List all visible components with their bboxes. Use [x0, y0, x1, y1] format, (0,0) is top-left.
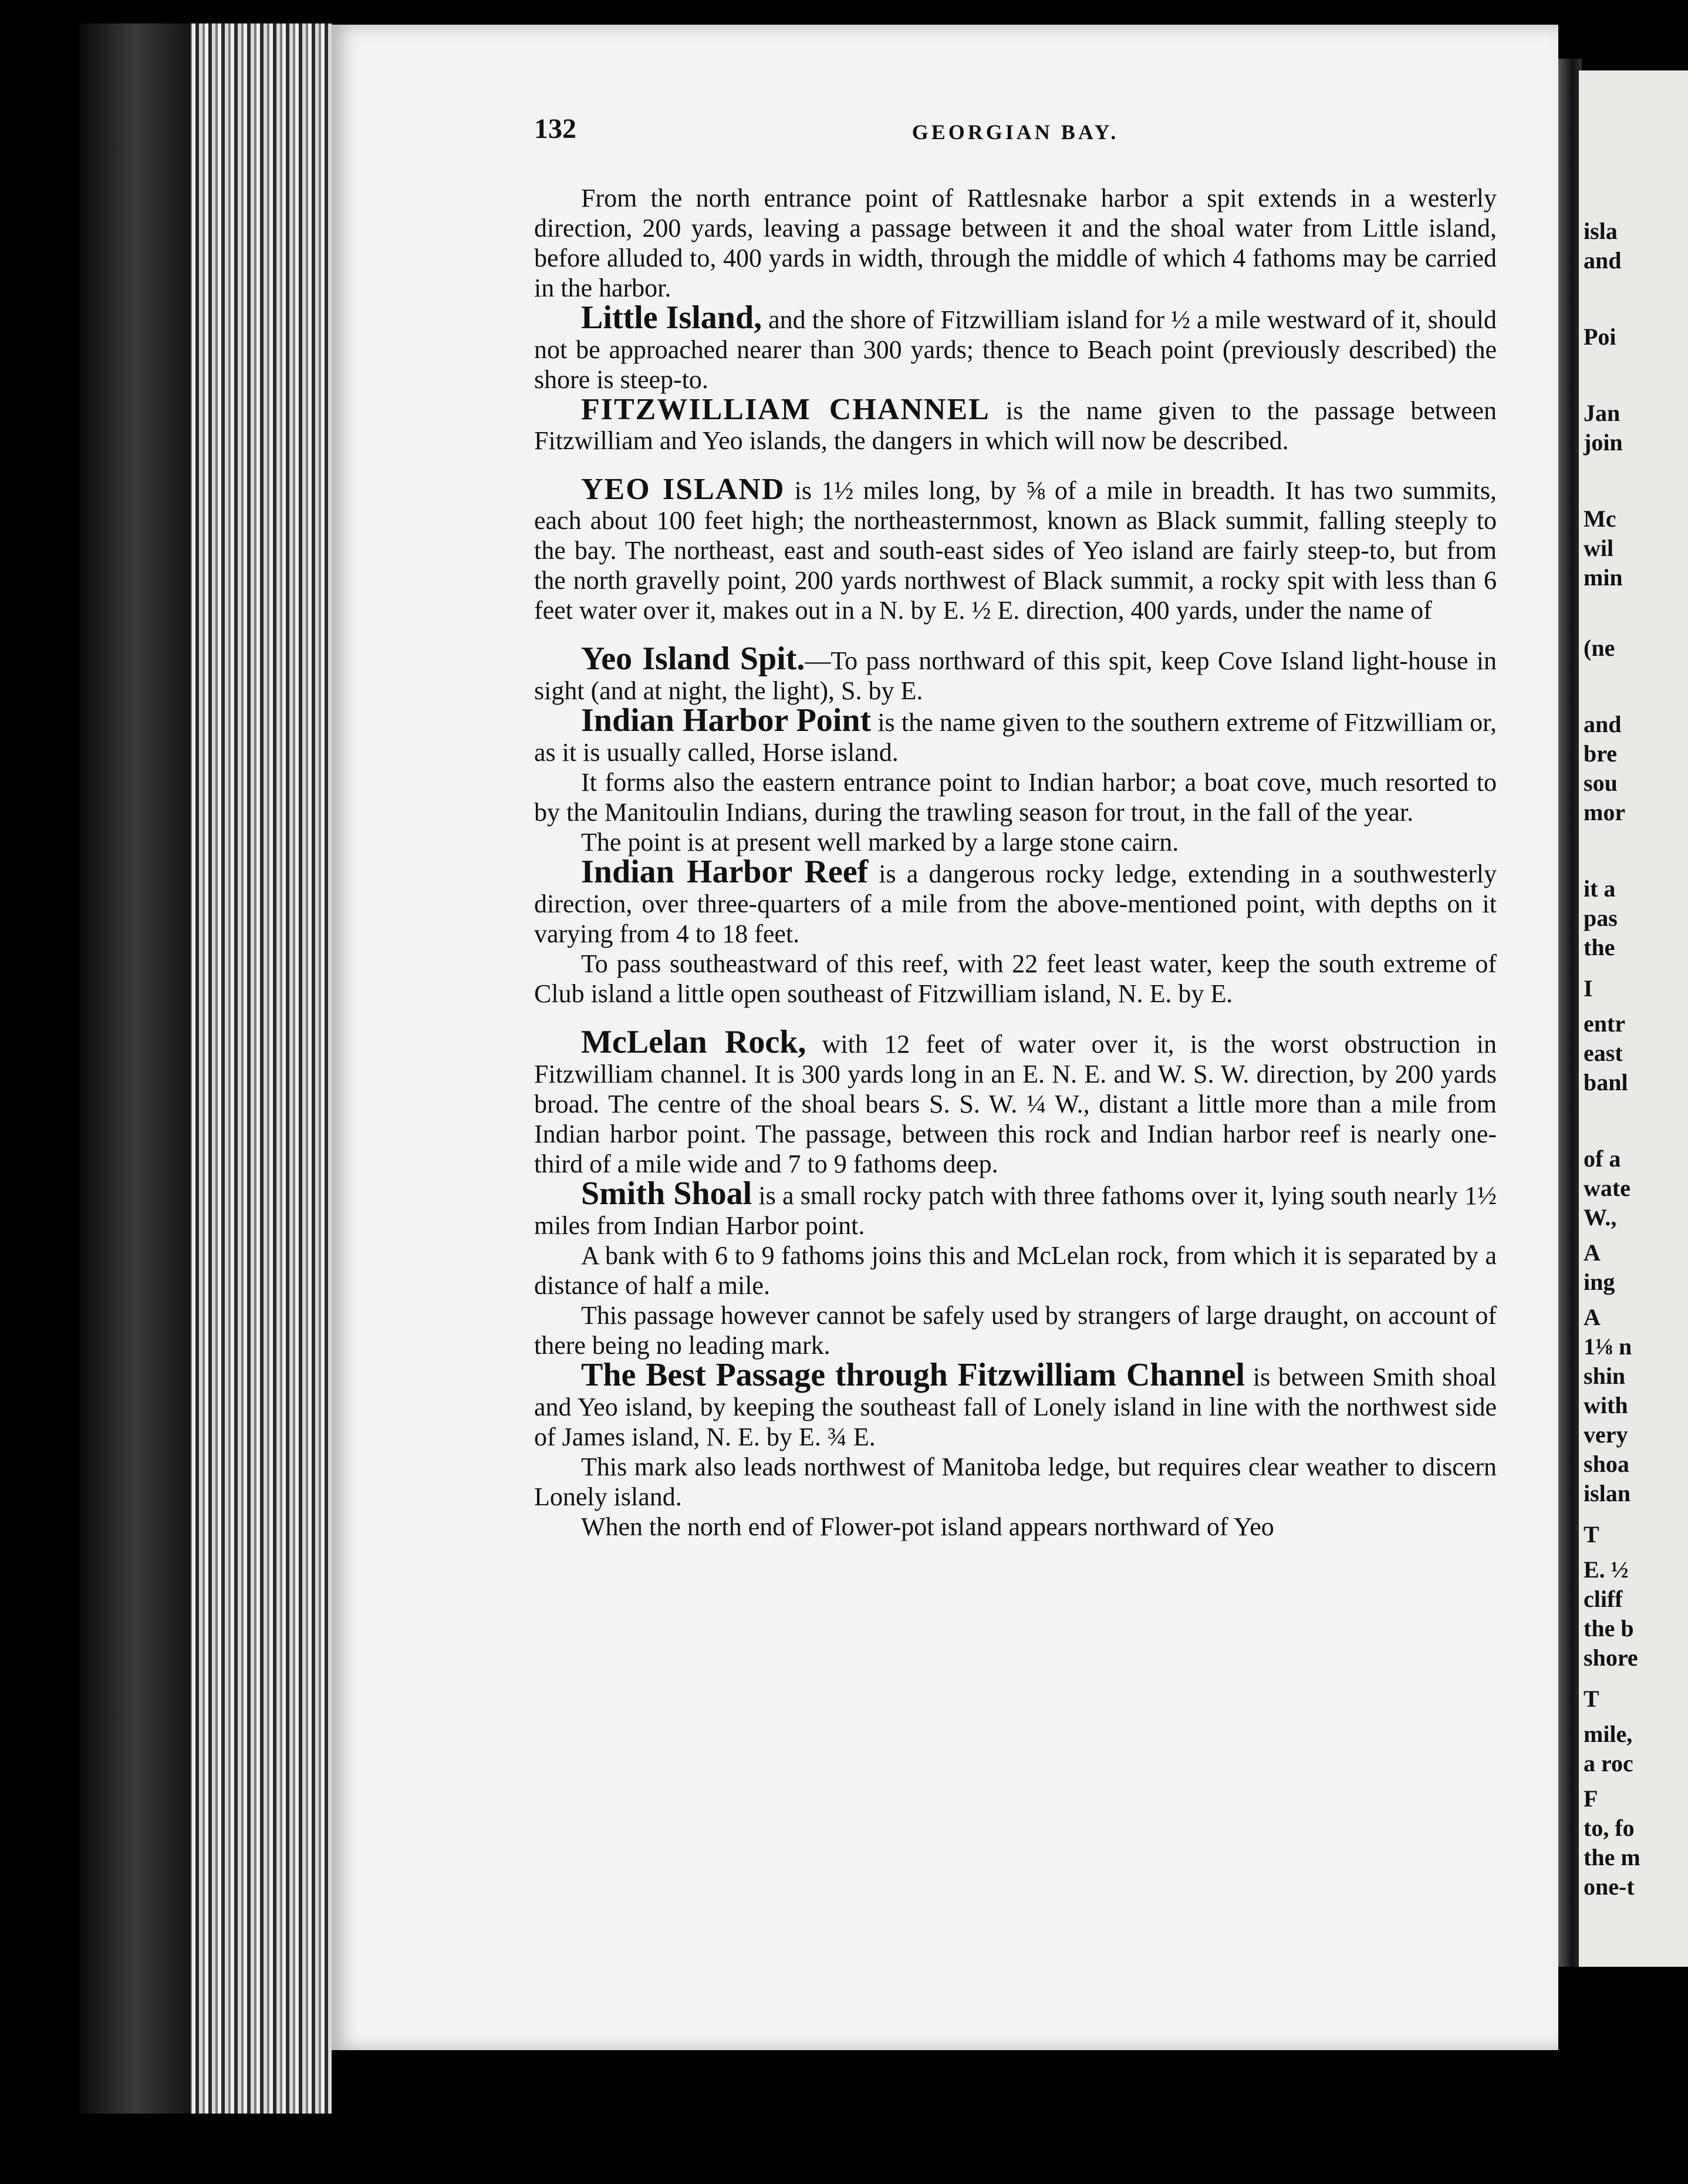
facing-fragment: and — [1584, 711, 1622, 737]
paragraph-text: This passage however cannot be safely used by strangers of large draught, on account of there being no leading mark. — [534, 1301, 1497, 1360]
facing-fragment: 1⅛ n — [1584, 1333, 1632, 1360]
paragraph — [534, 395, 1497, 456]
facing-fragment: F — [1584, 1785, 1598, 1812]
section-heading: Little Island, — [581, 299, 762, 336]
paragraph-text: is the name given to the passage between Fitzwilliam and Yeo islands, the dangers in which will now be described. — [534, 396, 1497, 455]
section-heading: FITZWILLIAM CHANNEL — [581, 393, 990, 426]
page-header — [534, 113, 1497, 177]
page-number: 132 — [534, 113, 576, 144]
facing-fragment: with — [1584, 1392, 1628, 1418]
facing-fragment: one-t — [1584, 1873, 1635, 1900]
facing-fragment: the m — [1584, 1844, 1640, 1870]
paragraph — [534, 767, 1497, 827]
facing-fragment: banl — [1584, 1069, 1628, 1096]
facing-fragment: min — [1584, 564, 1623, 591]
facing-fragment: A — [1584, 1304, 1601, 1330]
facing-fragment: east — [1584, 1040, 1623, 1066]
paragraph-text: To pass southeastward of this reef, with 22 feet least water, keep the south extreme of Club island a little open southeast of Fitzwilliam island, N. E. by E. — [534, 949, 1497, 1008]
paragraph — [534, 1357, 1497, 1452]
facing-fragment: Mc — [1584, 505, 1616, 532]
paragraph-text: with 12 feet of water over it, is the worst obstruction in Fitzwilliam channel. It is 300 yards long in an E. N. E. and W. S. W. direction, by 200 yards broad. The centre of the shoal bears S. S. W. ¼ W., distant a little more than a mile from Indian harbor point. The passage, between this rock and Indian harbor reef is nearly one-third of a mile wide and 7 to 9 fathoms deep. — [534, 1030, 1497, 1178]
facing-fragment: I — [1584, 975, 1593, 1002]
facing-fragment: wate — [1584, 1175, 1630, 1201]
section-heading: The Best Passage through Fitzwilliam Channel — [581, 1357, 1245, 1393]
paragraph-text: and the shore of Fitzwilliam island for ½ a mile westward of it, should not be approached nearer than 300 yards; thence to Beach point (previously described) the shore is steep-to. — [534, 305, 1497, 394]
facing-fragment: of a — [1584, 1145, 1621, 1172]
paragraph-text: A bank with 6 to 9 fathoms joins this and McLelan rock, from which it is separated by a distance of half a mile. — [534, 1241, 1497, 1300]
facing-fragment: shoa — [1584, 1451, 1629, 1477]
paragraph-text: The point is at present well marked by a large stone cairn. — [581, 828, 1179, 857]
paragraph — [534, 1175, 1497, 1241]
facing-fragment: mile, — [1584, 1721, 1633, 1747]
facing-fragment: T — [1584, 1686, 1599, 1712]
paragraph-text: is a dangerous rocky ledge, extending in a southwesterly direction, over three-quarters of a mile from the above-mentioned point, with depths on it varying from 4 to 18 feet. — [534, 860, 1497, 948]
facing-fragment: the b — [1584, 1615, 1634, 1642]
paragraph-text: —To pass northward of this spit, keep Cove Island light-house in sight (and at night, the light), S. by E. — [534, 646, 1497, 705]
facing-fragment: very — [1584, 1421, 1628, 1448]
section-heading: Yeo Island Spit. — [581, 641, 805, 677]
paragraph-text: This mark also leads northwest of Manitoba ledge, but requires clear weather to discern Lonely island. — [534, 1452, 1497, 1511]
paragraph-text: is the name given to the southern extreme of Fitzwilliam or, as it is usually called, Horse island. — [534, 708, 1497, 767]
paragraph — [534, 702, 1497, 767]
facing-fragment: Jan — [1584, 400, 1621, 426]
paragraph-text: It forms also the eastern entrance point to Indian harbor; a boat cove, much resorted to by the Manitoulin Indians, during the trawling season for trout, in the fall of the year. — [534, 768, 1497, 827]
section-heading: McLelan Rock, — [581, 1024, 806, 1060]
facing-fragment: isla — [1584, 218, 1618, 244]
section-heading: Smith Shoal — [581, 1175, 752, 1212]
paragraph — [534, 1452, 1497, 1512]
facing-fragment: Poi — [1584, 323, 1616, 350]
paragraph — [534, 1512, 1497, 1542]
facing-fragment: islan — [1584, 1480, 1631, 1506]
paragraph — [534, 1300, 1497, 1360]
facing-fragment: cliff — [1584, 1586, 1623, 1612]
paragraph — [534, 183, 1497, 303]
section-heading: Indian Harbor Reef — [581, 854, 869, 890]
book-cover-edge — [79, 23, 191, 2114]
paragraph — [534, 474, 1497, 625]
facing-fragment: wil — [1584, 535, 1614, 561]
section-heading: YEO ISLAND — [581, 473, 785, 506]
facing-fragment: to, fo — [1584, 1815, 1635, 1841]
facing-fragment: A — [1584, 1239, 1601, 1266]
section-heading: Indian Harbor Point — [581, 702, 872, 739]
paragraph-text: is between Smith shoal and Yeo island, by keeping the southeast fall of Lonely island in line with the northwest side of James island, N. E. by E. ¾ E. — [534, 1363, 1497, 1451]
paragraph-text: is 1½ miles long, by ⅝ of a mile in breadth. It has two summits, each about 100 feet high; the northeasternmost, known as Black summit, falling steeply to the bay. The northeast, east and south-east sides of Yeo island are fairly steep-to, but from the north gravelly point, 200 yards northwest of Black summit, a rocky spit with less than 6 feet water over it, makes out in a N. by E. ½ E. direction, 400 yards, under the name of — [534, 476, 1497, 625]
facing-fragment: shin — [1584, 1363, 1626, 1389]
paragraph — [534, 827, 1497, 857]
facing-fragment: mor — [1584, 799, 1626, 825]
paragraph — [534, 299, 1497, 395]
paragraph — [534, 641, 1497, 706]
facing-fragment: sou — [1584, 770, 1618, 796]
paragraph — [534, 1241, 1497, 1300]
facing-fragment: E. ½ — [1584, 1556, 1629, 1583]
facing-fragment: the — [1584, 934, 1615, 960]
facing-fragment: (ne — [1584, 635, 1615, 661]
facing-fragment: W., — [1584, 1204, 1617, 1231]
facing-fragment: join — [1584, 429, 1623, 456]
paragraph — [534, 949, 1497, 1009]
paragraph-text: is a small rocky patch with three fathoms over it, lying south nearly 1½ miles from Indian Harbor point. — [534, 1181, 1497, 1240]
page-text-block — [534, 113, 1497, 1542]
facing-fragment: a roc — [1584, 1750, 1633, 1777]
facing-fragment: it a — [1584, 875, 1616, 902]
paragraph — [534, 854, 1497, 949]
facing-fragment: shore — [1584, 1644, 1638, 1671]
book-binding — [1558, 59, 1582, 1967]
facing-page — [1579, 70, 1688, 1967]
paragraph-text: When the north end of Flower-pot island appears northward of Yeo — [581, 1512, 1274, 1541]
facing-fragment: ing — [1584, 1269, 1615, 1295]
facing-fragment: and — [1584, 247, 1622, 274]
book-page — [332, 25, 1558, 2050]
paragraph-text: From the north entrance point of Rattlesnake harbor a spit extends in a westerly direction, 200 yards, leaving a passage between it and the shoal water from Little island, before alluded to, 400 yards in width, through the middle of which 4 fathoms may be carried in the harbor. — [534, 184, 1497, 302]
facing-fragment: bre — [1584, 740, 1618, 767]
running-head: GEORGIAN BAY. — [911, 120, 1119, 144]
paragraph — [534, 1024, 1497, 1179]
facing-fragment: T — [1584, 1521, 1599, 1548]
facing-fragment: pas — [1584, 905, 1618, 931]
facing-fragment: entr — [1584, 1010, 1626, 1037]
